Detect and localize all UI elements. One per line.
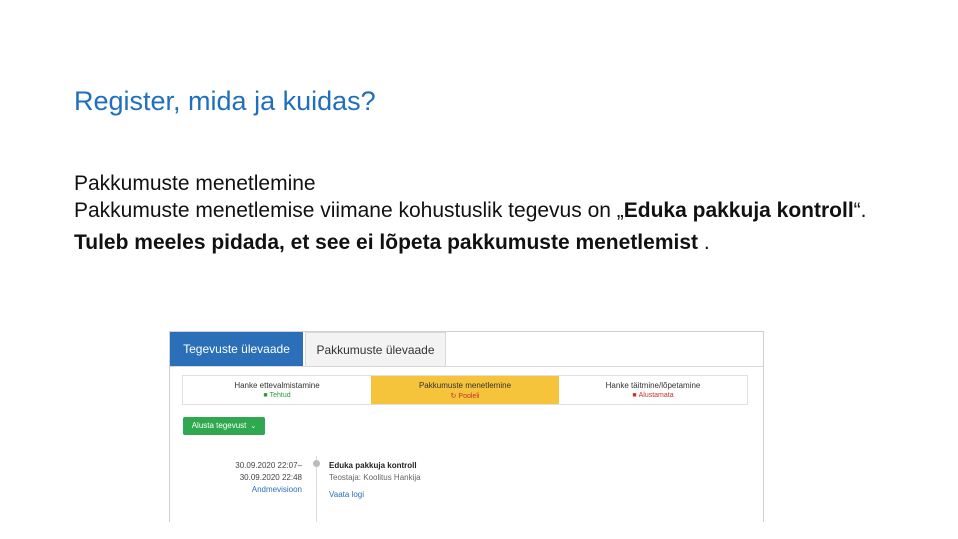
refresh-icon: ↻: [450, 393, 457, 400]
body-line-2: [74, 197, 874, 224]
body-line-2-bold: Eduka pakkuja kontroll: [623, 199, 854, 222]
body-line-3-bold: Tuleb meeles pidada, et see ei lõpeta pakkumuste menetlemist: [74, 231, 699, 254]
slide-body: [74, 170, 874, 256]
process-steps: [182, 375, 748, 405]
body-line-3-end: .: [698, 231, 710, 254]
step-status: [183, 392, 371, 399]
step-name: Hanke täitmine/lõpetamine: [605, 381, 701, 390]
body-line-2-text: Pakkumuste menetlemise viimane kohustuslik tegevus on „: [74, 199, 624, 222]
start-activity-label: Alusta tegevust: [191, 421, 247, 430]
tab-bar: [170, 332, 763, 367]
lock-icon: ■: [632, 392, 637, 399]
step-status: [559, 392, 747, 399]
step-preparation[interactable]: [183, 376, 371, 404]
timeline-performer: Teostaja: Koolitus Hankija: [329, 473, 421, 482]
timeline-date-start: 30.09.2020 22:07–: [235, 461, 302, 470]
slide-title: Register, mida ja kuidas?: [74, 86, 376, 116]
chevron-down-icon: ⌄: [250, 423, 257, 430]
view-log-link[interactable]: Vaata logi: [329, 490, 364, 499]
tab-activities-overview[interactable]: Tegevuste ülevaade: [170, 332, 303, 366]
tab-tenders-overview[interactable]: Pakkumuste ülevaade: [305, 332, 446, 366]
step-status-text: Pooleli: [458, 393, 480, 400]
step-status-text: Alustamata: [638, 392, 674, 399]
step-status: [371, 392, 559, 400]
body-line-1: Pakkumuste menetlemine: [74, 172, 316, 195]
lock-icon: ■: [263, 392, 268, 399]
step-status-text: Tehtud: [269, 392, 291, 399]
step-name: Hanke ettevalmistamine: [234, 381, 320, 390]
body-line-3: [74, 229, 874, 256]
start-activity-button[interactable]: [183, 417, 265, 435]
timeline-activity: Eduka pakkuja kontroll: [329, 461, 417, 470]
step-name: Pakkumuste menetlemine: [418, 381, 512, 390]
step-completion[interactable]: [559, 376, 747, 404]
timeline-note[interactable]: Andmevisioon: [251, 485, 302, 494]
body-line-2-end: “.: [853, 199, 867, 222]
timeline-dot: [313, 460, 320, 467]
step-tender-processing[interactable]: [371, 376, 559, 404]
timeline-date-end: 30.09.2020 22:48: [239, 473, 302, 482]
app-screenshot: [169, 331, 764, 522]
